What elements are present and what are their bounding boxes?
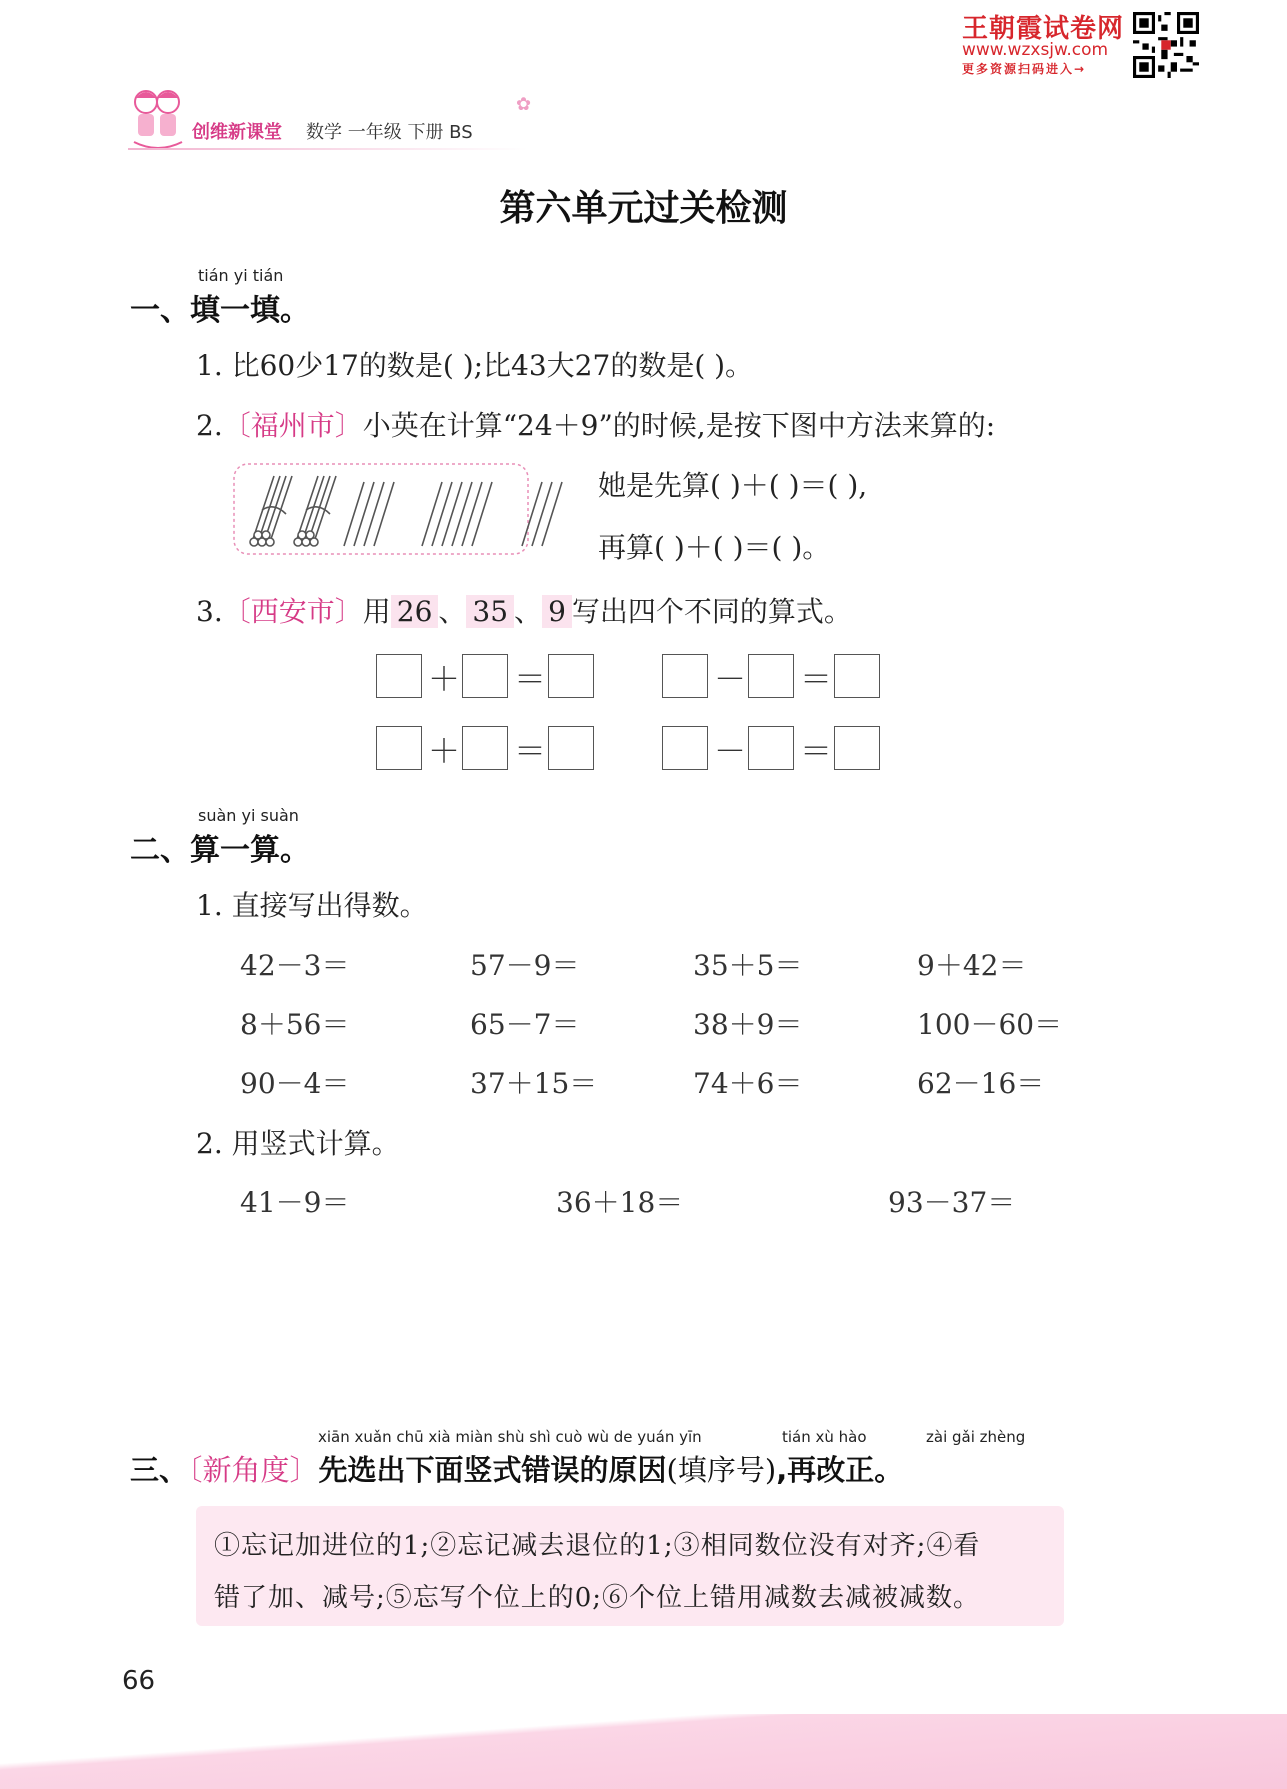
header-divider: [128, 148, 528, 150]
section-2-heading: 二、算一算。: [130, 833, 310, 868]
calc-item: 100－60＝: [917, 1008, 1063, 1041]
page-number: 66: [122, 1666, 156, 1696]
question-1-3: [196, 590, 852, 630]
calc-item: 35＋5＝: [693, 949, 803, 982]
answer-box[interactable]: [748, 726, 794, 770]
minus-sign: －: [714, 660, 747, 698]
new-angle-tag: 〔新角度〕: [188, 1453, 319, 1487]
plus-sign: ＋: [428, 660, 461, 698]
answer-box[interactable]: [662, 654, 708, 698]
question-2-1: 1. 直接写出得数。: [196, 889, 428, 922]
answer-box[interactable]: [834, 726, 880, 770]
number-26: 26: [391, 595, 439, 628]
question-number: 3.: [196, 595, 223, 628]
vertical-calc-item: 93－37＝: [888, 1186, 1016, 1219]
flower-icon: ✿: [516, 94, 532, 115]
answer-box[interactable]: [548, 726, 594, 770]
mascot-icon: [126, 86, 188, 156]
section-3-heading-c: ,再改正。: [776, 1453, 904, 1487]
site-name: 王朝霞试卷网: [962, 14, 1125, 44]
vertical-calc-item: 41－9＝: [240, 1186, 350, 1219]
page-title: 第六单元过关检测: [499, 188, 788, 229]
calc-item: 42－3＝: [240, 949, 350, 982]
equals-sign: ＝: [800, 660, 833, 698]
vertical-calc-item: 36＋18＝: [556, 1186, 684, 1219]
stick-bundle-1: [250, 476, 292, 546]
section-3-pinyin-c: zài gǎi zhèng: [926, 1428, 1026, 1446]
sticks-illustration: [232, 462, 572, 558]
hint-line-1: ①忘记加进位的1;②忘记减去退位的1;③相同数位没有对齐;④看: [214, 1531, 981, 1561]
loose-sticks-4: [344, 482, 394, 546]
separator: 、: [438, 595, 467, 628]
section-3-pinyin-b: tián xù hào: [782, 1428, 867, 1446]
question-1-2-line2: 再算( )＋( )＝( )。: [598, 531, 831, 564]
footer-band: [0, 1714, 1287, 1789]
question-suffix: 写出四个不同的算式。: [571, 595, 852, 628]
section-3-pinyin-a: xiān xuǎn chū xià miàn shù shì cuò wù de yuán yīn: [318, 1428, 702, 1446]
qr-code-icon[interactable]: [1133, 12, 1199, 78]
answer-box[interactable]: [462, 654, 508, 698]
answer-box[interactable]: [548, 654, 594, 698]
question-1-2-line1: 她是先算( )＋( )＝( ),: [598, 469, 868, 502]
equals-sign: ＝: [800, 732, 833, 770]
book-brand: 创维新课堂: [192, 122, 282, 143]
section-3-heading-a: 先选出下面竖式错误的原因: [318, 1453, 667, 1487]
calc-item: 62－16＝: [917, 1067, 1045, 1100]
plus-sign: ＋: [428, 732, 461, 770]
site-url[interactable]: www.wzxsjw.com: [962, 40, 1109, 60]
question-1-2: [196, 404, 995, 444]
book-info: 数学 一年级 下册 BS: [306, 122, 473, 143]
number-9: 9: [542, 595, 572, 628]
question-1-1: 1. 比60少17的数是( );比43大27的数是( )。: [196, 349, 754, 382]
equals-sign: ＝: [514, 660, 547, 698]
minus-sign: －: [714, 732, 747, 770]
equals-sign: ＝: [514, 732, 547, 770]
loose-sticks-6: [422, 482, 492, 546]
region-tag: 〔西安市〕: [222, 595, 363, 628]
answer-box[interactable]: [376, 726, 422, 770]
answer-box[interactable]: [462, 726, 508, 770]
region-tag: 〔福州市〕: [222, 409, 363, 442]
calc-item: 65－7＝: [470, 1008, 580, 1041]
calc-item: 90－4＝: [240, 1067, 350, 1100]
scan-hint: 更多资源扫码进入→: [962, 62, 1087, 76]
section-3-prefix: 三、: [130, 1453, 189, 1487]
answer-box[interactable]: [748, 654, 794, 698]
section-1-pinyin: tián yi tián: [198, 266, 284, 285]
question-prefix: 用: [362, 595, 391, 628]
answer-box[interactable]: [662, 726, 708, 770]
answer-box[interactable]: [834, 654, 880, 698]
question-number: 2.: [196, 409, 223, 442]
calc-item: 8＋56＝: [240, 1008, 350, 1041]
calc-item: 57－9＝: [470, 949, 580, 982]
section-3-heading-b: (填序号): [666, 1453, 777, 1487]
hint-line-2: 错了加、减号;⑤忘写个位上的0;⑥个位上错用减数去减被减数。: [214, 1583, 981, 1613]
section-2-pinyin: suàn yi suàn: [198, 806, 299, 825]
stick-bundle-2: [294, 476, 336, 546]
separator: 、: [514, 595, 543, 628]
calc-item: 74＋6＝: [693, 1067, 803, 1100]
question-2-2: 2. 用竖式计算。: [196, 1127, 400, 1160]
calc-item: 38＋9＝: [693, 1008, 803, 1041]
calc-item: 37＋15＝: [470, 1067, 598, 1100]
section-3-heading: [130, 1448, 903, 1489]
number-35: 35: [466, 595, 514, 628]
section-1-heading: 一、填一填。: [130, 293, 310, 328]
question-text: 小英在计算“24＋9”的时候,是按下图中方法来算的:: [362, 409, 996, 442]
calc-item: 9＋42＝: [917, 949, 1027, 982]
answer-box[interactable]: [376, 654, 422, 698]
